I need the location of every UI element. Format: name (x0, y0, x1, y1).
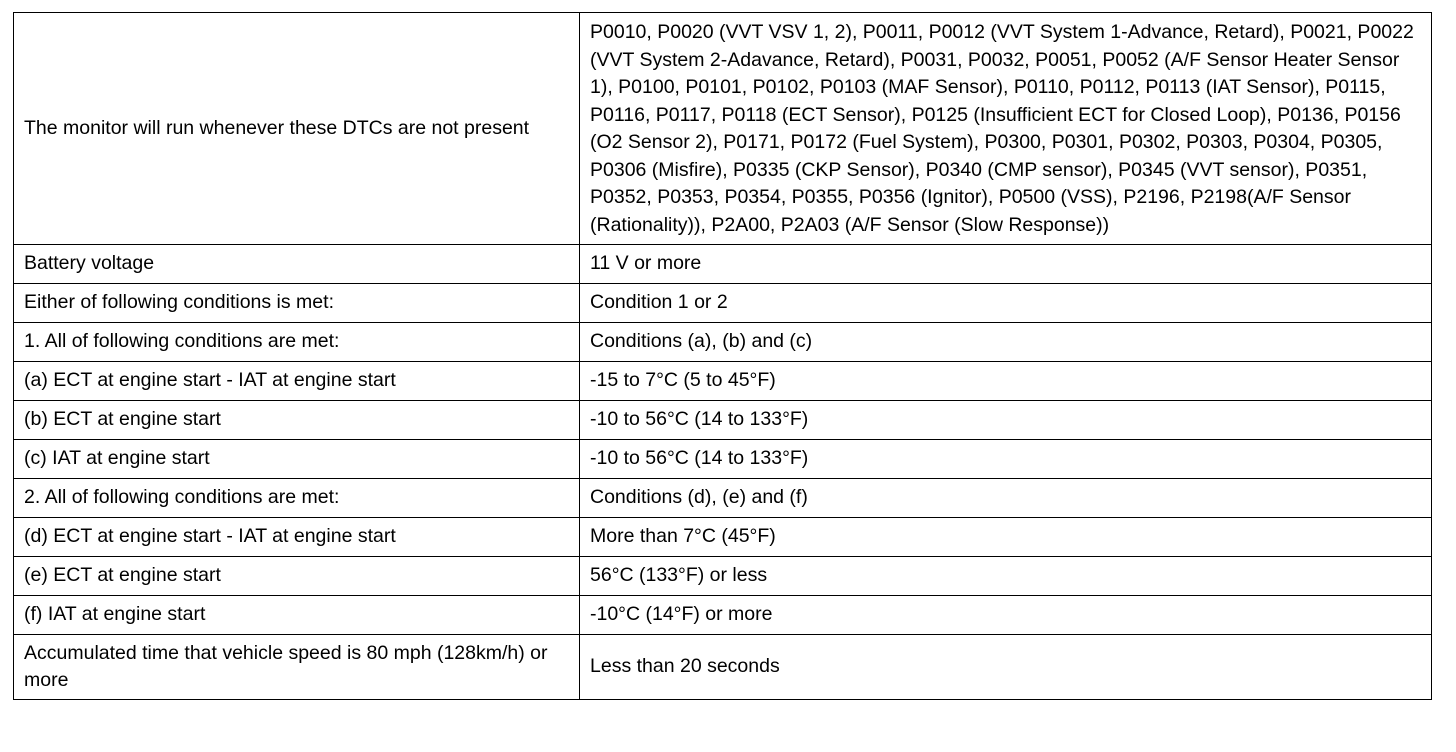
condition-cell: (d) ECT at engine start - IAT at engine start (14, 518, 580, 557)
value-cell: Conditions (d), (e) and (f) (580, 479, 1432, 518)
value-cell: -10 to 56°C (14 to 133°F) (580, 440, 1432, 479)
condition-cell: 1. All of following conditions are met: (14, 323, 580, 362)
value-cell: -15 to 7°C (5 to 45°F) (580, 362, 1432, 401)
value-cell: More than 7°C (45°F) (580, 518, 1432, 557)
condition-cell: (a) ECT at engine start - IAT at engine start (14, 362, 580, 401)
condition-cell: (b) ECT at engine start (14, 401, 580, 440)
table-row (14, 13, 1432, 245)
value-cell: Less than 20 seconds (580, 635, 1432, 700)
condition-cell: (e) ECT at engine start (14, 557, 580, 596)
table-row (14, 284, 1432, 323)
condition-cell: Accumulated time that vehicle speed is 80 mph (128km/h) or more (14, 635, 580, 700)
condition-cell: (f) IAT at engine start (14, 596, 580, 635)
value-cell: Condition 1 or 2 (580, 284, 1432, 323)
condition-cell: Either of following conditions is met: (14, 284, 580, 323)
value-cell: P0010, P0020 (VVT VSV 1, 2), P0011, P0012 (VVT System 1-Advance, Retard), P0021, P0022 (VVT System 2-Adavance, Retard), P0031, P0032, P0051, P0052 (A/F Sensor Heater Sensor 1), P0100, P0101, P0102, P0103 (MAF Sensor), P0110, P0112, P0113 (IAT Sensor), P0115, P0116, P0117, P0118 (ECT Sensor), P0125 (Insufficient ECT for Closed Loop), P0136, P0156 (O2 Sensor 2), P0171, P0172 (Fuel System), P0300, P0301, P0302, P0303, P0304, P0305, P0306 (Misfire), P0335 (CKP Sensor), P0340 (CMP sensor), P0345 (VVT sensor), P0351, P0352, P0353, P0354, P0355, P0356 (Ignitor), P0500 (VSS), P2196, P2198(A/F Sensor (Rationality)), P2A00, P2A03 (A/F Sensor (Slow Response)) (580, 13, 1432, 245)
table-row (14, 518, 1432, 557)
value-cell: Conditions (a), (b) and (c) (580, 323, 1432, 362)
value-cell: -10°C (14°F) or more (580, 596, 1432, 635)
table-row (14, 479, 1432, 518)
table-row (14, 323, 1432, 362)
condition-cell: 2. All of following conditions are met: (14, 479, 580, 518)
table-row (14, 245, 1432, 284)
table-row (14, 635, 1432, 700)
condition-cell: Battery voltage (14, 245, 580, 284)
table-row (14, 362, 1432, 401)
monitor-conditions-table (13, 12, 1432, 700)
condition-cell: (c) IAT at engine start (14, 440, 580, 479)
table-row (14, 557, 1432, 596)
table-row (14, 440, 1432, 479)
table-row (14, 401, 1432, 440)
value-cell: 11 V or more (580, 245, 1432, 284)
value-cell: -10 to 56°C (14 to 133°F) (580, 401, 1432, 440)
condition-cell: The monitor will run whenever these DTCs are not present (14, 13, 580, 245)
value-cell: 56°C (133°F) or less (580, 557, 1432, 596)
table-row (14, 596, 1432, 635)
